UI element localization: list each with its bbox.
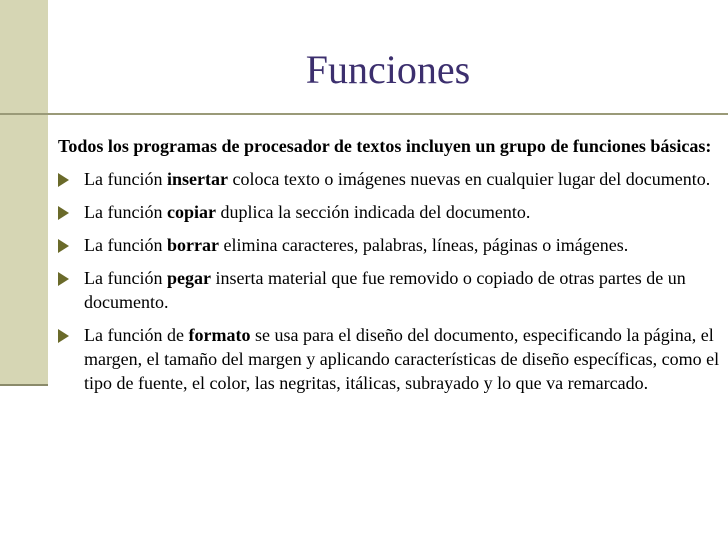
intro-text: Todos los programas de procesador de textos incluyen un grupo de funciones básicas: [58, 136, 712, 156]
bullet-description: duplica la sección indicada del documento. [215, 202, 531, 222]
bullet-prefix: La función [84, 268, 167, 288]
arrow-bullet-icon [58, 329, 69, 343]
bullet-keyword: formato [188, 325, 251, 345]
arrow-bullet-icon [58, 206, 69, 220]
bullet-keyword: copiar [166, 202, 216, 222]
decorative-side-band [0, 0, 48, 386]
bullet-item-pegar [58, 266, 720, 314]
bullet-keyword: borrar [166, 235, 219, 255]
bullet-keyword: pegar [166, 268, 211, 288]
bullet-description: inserta material que fue removido o copiado de otras partes de un documento. [84, 268, 686, 312]
title-divider [0, 113, 728, 115]
bullet-description: se usa para el diseño del documento, especificando la página, el margen, el tamaño del margen y aplicando características de diseño específicas, como el tipo de fuente, el color, las negritas, itálicas, subrayado y lo que va remarcado. [84, 325, 720, 393]
bullet-description: coloca texto o imágenes nuevas en cualquier lugar del documento. [227, 169, 711, 189]
bullet-description: elimina caracteres, palabras, líneas, páginas o imágenes. [218, 235, 629, 255]
bullet-keyword: insertar [166, 169, 228, 189]
bullet-prefix: La función [84, 202, 167, 222]
bullet-item-borrar [58, 233, 720, 257]
bullet-item-formato [58, 323, 720, 395]
bullet-item-insertar [58, 167, 720, 191]
slide-title: Funciones [305, 47, 471, 92]
bullet-item-copiar [58, 200, 720, 224]
side-band-bottom [0, 386, 48, 546]
slide-body [58, 134, 720, 404]
arrow-bullet-icon [58, 272, 69, 286]
arrow-bullet-icon [58, 239, 69, 253]
bullet-prefix: La función [84, 235, 167, 255]
bullet-prefix: La función de [84, 325, 189, 345]
bullet-prefix: La función [84, 169, 167, 189]
arrow-bullet-icon [58, 173, 69, 187]
